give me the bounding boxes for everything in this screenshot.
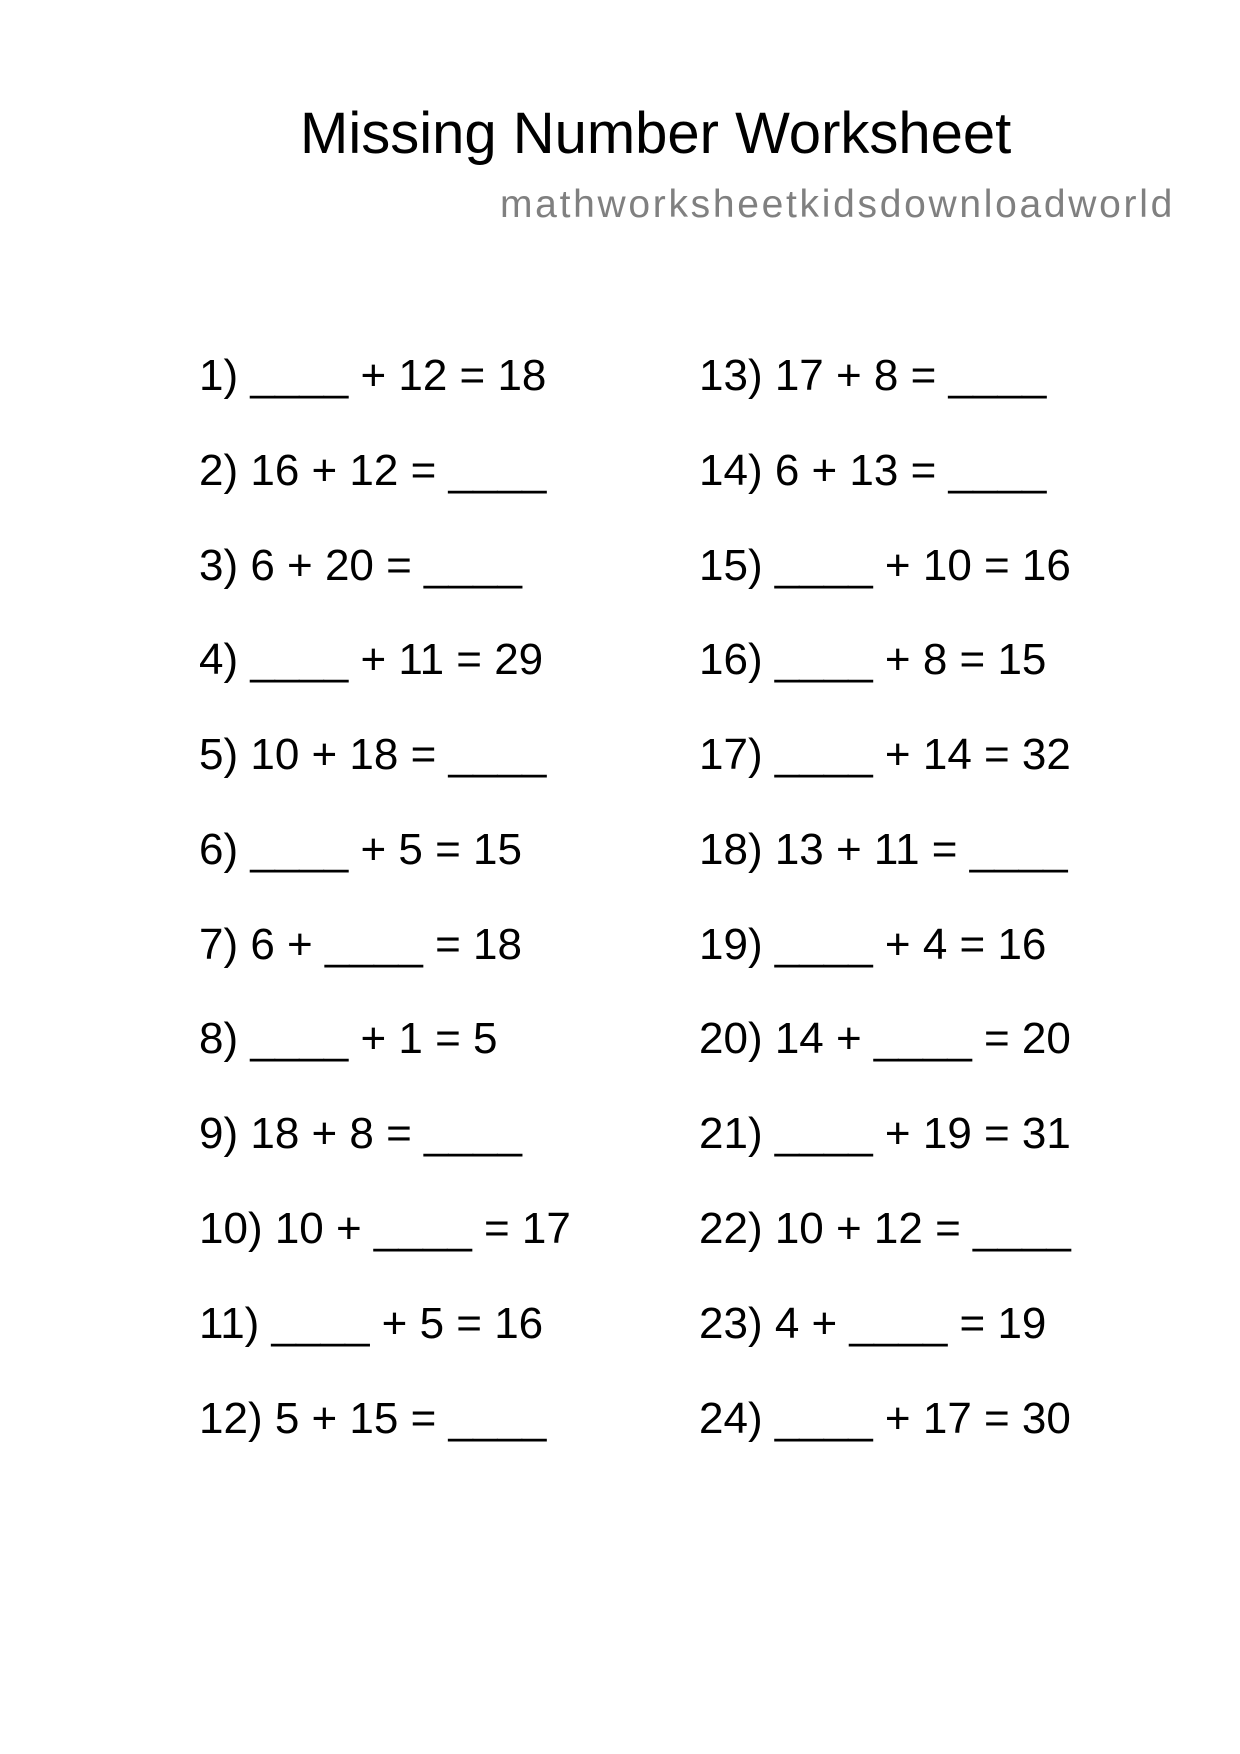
problem-20: 20) 14 + ____ = 20	[699, 1014, 1071, 1063]
problem-24: 24) ____ + 17 = 30	[699, 1394, 1071, 1443]
problem-3: 3) 6 + 20 = ____	[199, 541, 522, 590]
problem-17: 17) ____ + 14 = 32	[699, 730, 1071, 779]
problem-11: 11) ____ + 5 = 16	[199, 1299, 544, 1348]
site-watermark: mathworksheetkidsdownloadworld	[500, 183, 1175, 226]
problem-19: 19) ____ + 4 = 16	[699, 920, 1047, 969]
problem-6: 6) ____ + 5 = 15	[199, 825, 522, 874]
problem-23: 23) 4 + ____ = 19	[699, 1299, 1047, 1348]
problem-9: 9) 18 + 8 = ____	[199, 1109, 522, 1158]
problem-22: 22) 10 + 12 = ____	[699, 1204, 1071, 1253]
problem-15: 15) ____ + 10 = 16	[699, 541, 1071, 590]
problem-1: 1) ____ + 12 = 18	[199, 351, 547, 400]
problem-8: 8) ____ + 1 = 5	[199, 1014, 498, 1063]
problem-7: 7) 6 + ____ = 18	[199, 920, 522, 969]
problem-5: 5) 10 + 18 = ____	[199, 730, 547, 779]
problem-14: 14) 6 + 13 = ____	[699, 446, 1047, 495]
problem-18: 18) 13 + 11 = ____	[699, 825, 1068, 874]
problem-16: 16) ____ + 8 = 15	[699, 635, 1047, 684]
problem-21: 21) ____ + 19 = 31	[699, 1109, 1071, 1158]
problem-12: 12) 5 + 15 = ____	[199, 1394, 547, 1443]
page-title: Missing Number Worksheet	[300, 101, 1012, 166]
problem-13: 13) 17 + 8 = ____	[699, 351, 1047, 400]
problem-4: 4) ____ + 11 = 29	[199, 635, 544, 684]
problem-10: 10) 10 + ____ = 17	[199, 1204, 571, 1253]
problem-2: 2) 16 + 12 = ____	[199, 446, 547, 495]
